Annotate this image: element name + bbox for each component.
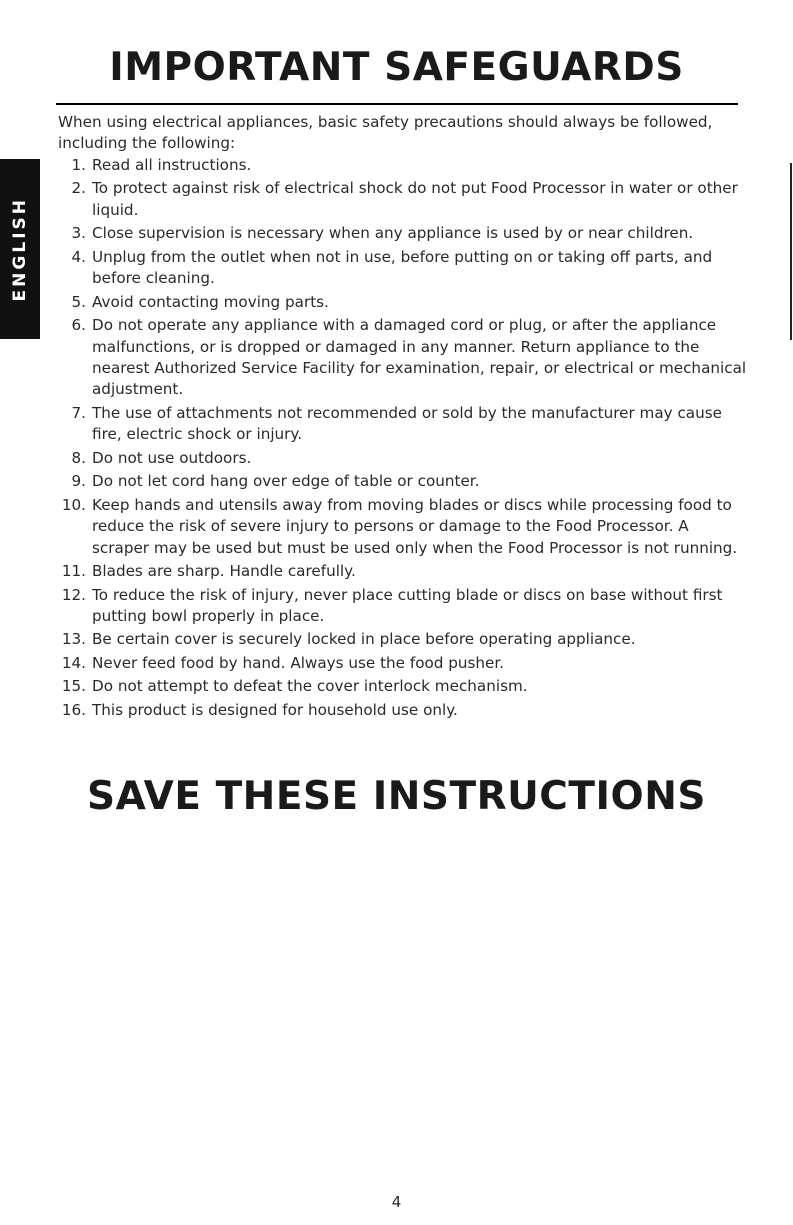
list-item-text: Blades are sharp. Handle carefully. (92, 562, 356, 581)
list-item-text: Never feed food by hand. Always use the food pusher. (92, 653, 505, 672)
list-item-text: This product is designed for household use only. (92, 700, 458, 719)
list-item-text: Do not operate any appliance with a damaged cord or plug, or after the appliance malfunctions, or is dropped or damaged in any manner. Return appliance to the nearest Authorized Service Facility for examination, repair, or electrical or mechanical adjustment. (92, 316, 747, 399)
list-item (58, 700, 748, 721)
list-item-text: To protect against risk of electrical shock do not put Food Processor in water or other liquid. (92, 179, 738, 219)
list-item-number: 13. (61, 630, 86, 649)
safeguards-section (58, 112, 748, 723)
save-instructions-heading: SAVE THESE INSTRUCTIONS (87, 774, 706, 819)
list-item-text: Read all instructions. (92, 155, 252, 174)
list-item-number: 14. (61, 653, 86, 672)
list-item-number: 15. (61, 677, 86, 696)
list-item-text: Unplug from the outlet when not in use, before putting on or taking off parts, and before cleaning. (92, 247, 713, 288)
list-item-number: 1. (71, 155, 86, 174)
list-item (58, 223, 748, 244)
edge-marker (790, 163, 792, 340)
list-item-number: 16. (61, 700, 86, 719)
list-item (58, 676, 748, 697)
list-item (58, 178, 748, 221)
list-item-number: 11. (61, 562, 86, 581)
list-item (58, 315, 748, 401)
list-item (58, 155, 748, 176)
intro-text: When using electrical appliances, basic safety precautions should always be followed, including the following: (58, 113, 713, 153)
title-divider (56, 103, 738, 105)
list-item-number: 4. (71, 247, 86, 266)
list-item-text: The use of attachments not recommended or sold by the manufacturer may cause fire, electric shock or injury. (92, 403, 722, 444)
list-item-number: 8. (71, 448, 86, 467)
list-item (58, 403, 748, 446)
list-item (58, 471, 748, 492)
list-item-number: 2. (71, 179, 86, 198)
list-item (58, 247, 748, 290)
list-item-text: Do not let cord hang over edge of table or counter. (92, 472, 480, 491)
list-item-text: Keep hands and utensils away from moving blades or discs while processing food to reduce the risk of severe injury to persons or damage to the Food Processor. A scraper may be used but must be used only when the Food Processor is not running. (92, 495, 738, 557)
list-item (58, 629, 748, 650)
list-item-text: Do not use outdoors. (92, 448, 252, 467)
language-tab-label: ENGLISH (10, 196, 30, 302)
list-item (58, 448, 748, 469)
page-title: IMPORTANT SAFEGUARDS (109, 45, 684, 90)
list-item-number: 9. (71, 472, 86, 491)
list-item-number: 10. (61, 495, 86, 514)
list-item-text: Close supervision is necessary when any appliance is used by or near children. (92, 224, 694, 243)
list-item-number: 12. (61, 585, 86, 604)
list-item (58, 585, 748, 628)
safeguards-list (58, 155, 748, 722)
list-item-text: Avoid contacting moving parts. (92, 292, 329, 311)
list-item-number: 3. (71, 224, 86, 243)
page-number: 4 (391, 1193, 402, 1211)
list-item (58, 495, 748, 559)
list-item (58, 653, 748, 674)
list-item-number: 6. (71, 316, 86, 335)
language-tab (0, 159, 40, 339)
list-item (58, 561, 748, 582)
list-item-number: 7. (71, 403, 86, 422)
list-item-text: To reduce the risk of injury, never place cutting blade or discs on base without first putting bowl properly in place. (92, 585, 723, 625)
list-item-number: 5. (71, 292, 86, 311)
list-item-text: Be certain cover is securely locked in place before operating appliance. (92, 630, 636, 649)
list-item-text: Do not attempt to defeat the cover interlock mechanism. (92, 677, 528, 696)
list-item (58, 292, 748, 313)
